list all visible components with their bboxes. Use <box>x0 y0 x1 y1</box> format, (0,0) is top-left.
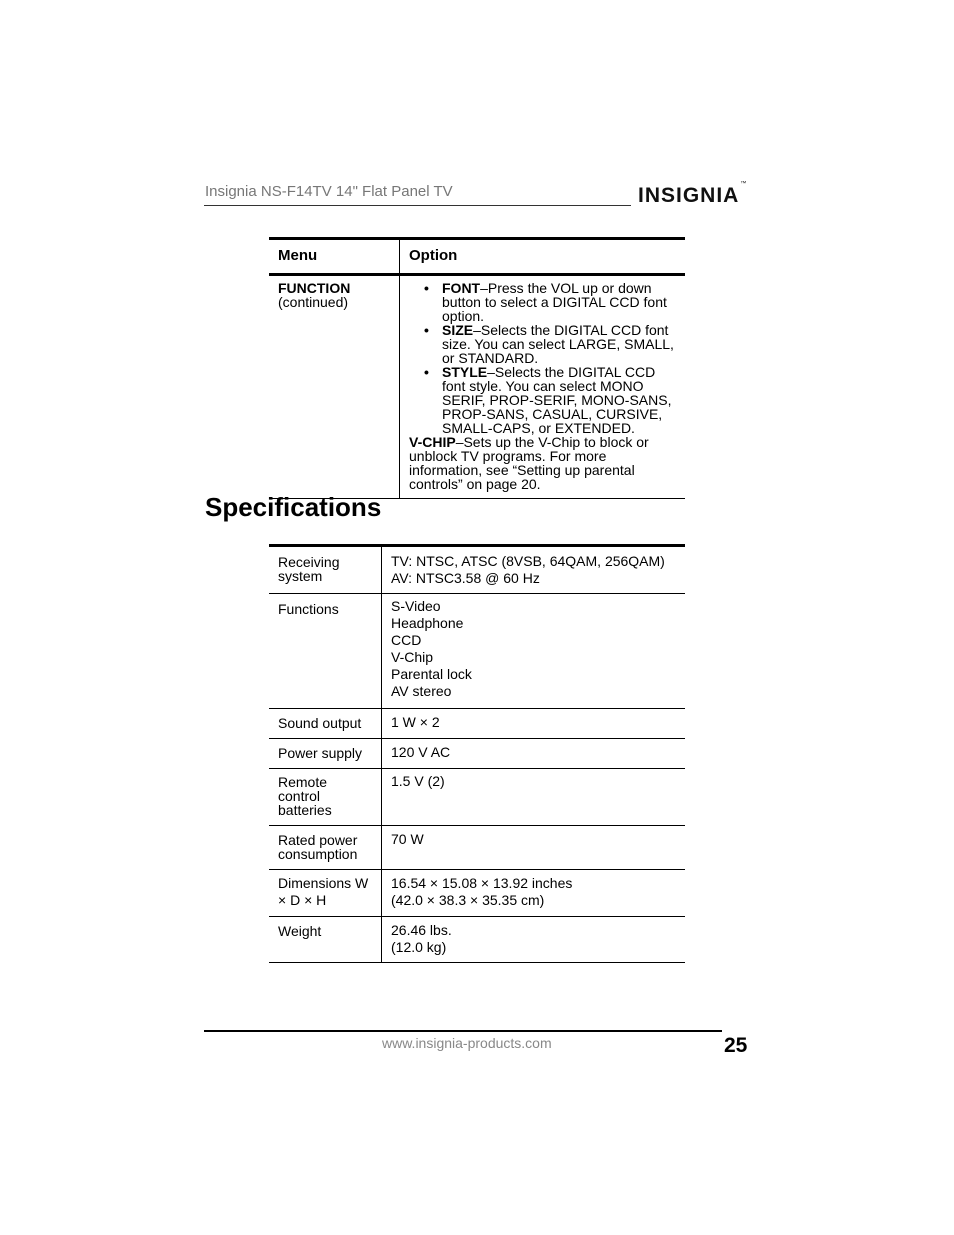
spec-value <box>382 870 686 917</box>
vchip-text: –Sets up the V-Chip to block or unblock TV programs. For more information, see “Setting up parental controls” on page 20. <box>409 434 649 492</box>
spec-value-line: 1.5 V (2) <box>391 773 445 789</box>
spec-value-line: AV stereo <box>391 683 452 699</box>
spec-label: Receiving system <box>269 546 382 594</box>
spec-value-line: Parental lock <box>391 666 472 682</box>
bullet-text: –Selects the DIGITAL CCD font size. You can select LARGE, SMALL, or STANDARD. <box>442 322 674 366</box>
spec-value-line: V-Chip <box>391 649 434 665</box>
spec-value-line: 120 V AC <box>391 744 451 760</box>
bullet-text: –Press the VOL up or down button to select a DIGITAL CCD font option. <box>442 280 667 324</box>
insignia-logo <box>638 181 748 208</box>
logo-text: INSIGNIA <box>638 184 740 207</box>
spec-value-line: (12.0 kg) <box>391 939 447 955</box>
bullet-text: –Selects the DIGITAL CCD font style. You can select MONO SERIF, PROP-SERIF, MONO-SANS, PROP-SANS, CASUAL, CURSIVE, SMALL-CAPS, or EXTENDED. <box>442 364 672 436</box>
menu-column-header: Menu <box>269 239 400 275</box>
bullet-size <box>409 323 676 365</box>
menu-cell <box>269 275 400 499</box>
spec-value-line: CCD <box>391 632 422 648</box>
spec-label: Power supply <box>269 739 382 769</box>
bullet-term: FONT <box>442 280 481 296</box>
page-number: 25 <box>724 1034 748 1057</box>
menu-table-row <box>269 275 685 499</box>
spec-value <box>382 546 686 594</box>
spec-label: Weight <box>269 917 382 963</box>
spec-value <box>382 769 686 826</box>
spec-value <box>382 917 686 963</box>
menu-note: (continued) <box>278 294 349 310</box>
table-row <box>269 870 685 917</box>
option-cell <box>400 275 686 499</box>
spec-label: Remote control batteries <box>269 769 382 826</box>
spec-value-line: 16.54 × 15.08 × 13.92 inches <box>391 875 573 891</box>
table-row <box>269 769 685 826</box>
spec-label: Sound output <box>269 709 382 739</box>
bullet-style <box>409 365 676 435</box>
menu-table-header <box>269 239 685 275</box>
spec-value-line: Headphone <box>391 615 464 631</box>
spec-value-line: S-Video <box>391 598 441 614</box>
spec-value-line: 26.46 lbs. <box>391 922 452 938</box>
spec-value <box>382 826 686 870</box>
spec-value-line: AV: NTSC3.58 @ 60 Hz <box>391 570 540 586</box>
vchip-term: V-CHIP <box>409 434 456 450</box>
table-row <box>269 917 685 963</box>
spec-label: Dimensions W × D × H <box>269 870 382 917</box>
spec-value-line: 1 W × 2 <box>391 714 440 730</box>
trademark-mark: ™ <box>740 181 748 187</box>
menu-option-table <box>269 237 685 499</box>
table-row <box>269 826 685 870</box>
vchip-paragraph <box>409 435 676 491</box>
table-row <box>269 709 685 739</box>
header-rule <box>204 205 631 206</box>
spec-value-line: 70 W <box>391 831 424 847</box>
spec-value <box>382 709 686 739</box>
section-title: Specifications <box>205 492 382 522</box>
footer-rule <box>204 1030 722 1032</box>
spec-value <box>382 739 686 769</box>
footer-url[interactable]: www.insignia-products.com <box>382 1035 552 1051</box>
menu-name: FUNCTION <box>278 280 351 296</box>
option-column-header: Option <box>400 239 686 275</box>
table-row <box>269 739 685 769</box>
header-title: Insignia NS-F14TV 14" Flat Panel TV <box>205 183 453 200</box>
spec-value-line: TV: NTSC, ATSC (8VSB, 64QAM, 256QAM) <box>391 553 665 569</box>
option-bullets <box>409 281 676 435</box>
spec-label: Rated power consumption <box>269 826 382 870</box>
bullet-font <box>409 281 676 323</box>
spec-value-line: (42.0 × 38.3 × 35.35 cm) <box>391 892 545 908</box>
table-row <box>269 594 685 709</box>
table-row <box>269 546 685 594</box>
specifications-table <box>269 544 685 963</box>
bullet-term: SIZE <box>442 322 474 338</box>
spec-value <box>382 594 686 709</box>
bullet-term: STYLE <box>442 364 488 380</box>
spec-label: Functions <box>269 594 382 709</box>
